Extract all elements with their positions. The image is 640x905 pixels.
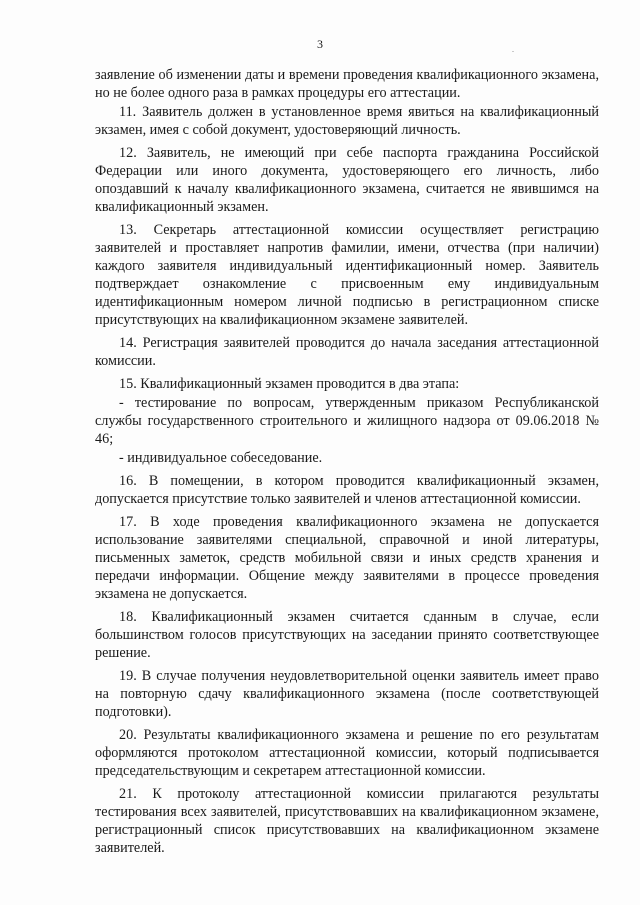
paragraph-21: 21. К протоколу аттестационной комиссии прилагаются результаты тестирования всех заявителей, присутствовавших на квалификационном экзамене, регистрационный список присутствовавших на квалификационном экзамене заявителей.: [95, 786, 599, 856]
paragraph-16: 16. В помещении, в котором проводится квалификационный экзамен, допускается присутствие только заявителей и членов аттестационной комиссии.: [95, 473, 599, 507]
paragraph-15-item-testing: - тестирование по вопросам, утвержденным приказом Республиканской службы государственного строительного и жилищного надзора от 09.06.2018 № 46;: [95, 395, 599, 447]
paragraph-17: 17. В ходе проведения квалификационного экзамена не допускается использование заявителями специальной, справочной и иной литературы, письменных заметок, средств мобильной связи и иных средств хранения и передачи информации. Общение между заявителями в процессе проведения экзамена не допускается.: [95, 514, 599, 602]
paragraph-11: 11. Заявитель должен в установленное время явиться на квалификационный экзамен, имея с собой документ, удостоверяющий личность.: [95, 104, 599, 138]
paragraph-20: 20. Результаты квалификационного экзамена и решение по его результатам оформляются протоколом аттестационной комиссии, который подписывается председательствующим и секретарем аттестационной комиссии.: [95, 727, 599, 779]
scan-mark: .: [512, 45, 514, 54]
paragraph-15: 15. Квалификационный экзамен проводится в два этапа:: [119, 376, 460, 392]
paragraph-13: 13. Секретарь аттестационной комиссии осуществляет регистрацию заявителей и проставляет напротив фамилии, имени, отчества (при наличии) каждого заявителя индивидуальный идентификационный номер. Заявитель подтверждает ознакомление с присвоенным ему индивидуальным идентификационным номером личной подписью в регистрационном списке присутствующих на квалификационном экзамене заявителей.: [95, 222, 599, 328]
paragraph-15-item-interview: - индивидуальное собеседование.: [119, 450, 323, 466]
paragraph-12: 12. Заявитель, не имеющий при себе паспорта гражданина Российской Федерации или иного документа, удостоверяющего его личность, либо опоздавший к началу квалификационного экзамена, считается не явившимся на квалификационный экзамен.: [95, 145, 599, 215]
document-body: [95, 66, 599, 862]
page-number: 3: [317, 37, 323, 51]
paragraph-18: 18. Квалификационный экзамен считается сданным в случае, если большинством голосов присутствующих на заседании принято соответствующее решение.: [95, 609, 599, 661]
paragraph-14: 14. Регистрация заявителей проводится до начала заседания аттестационной комиссии.: [95, 335, 599, 369]
paragraph-19: 19. В случае получения неудовлетворительной оценки заявитель имеет право на повторную сдачу квалификационного экзамена (после соответствующей подготовки).: [95, 668, 599, 720]
paragraph-continuation: заявление об изменении даты и времени проведения квалификационного экзамена, но не более одного раза в рамках процедуры его аттестации.: [95, 67, 599, 101]
